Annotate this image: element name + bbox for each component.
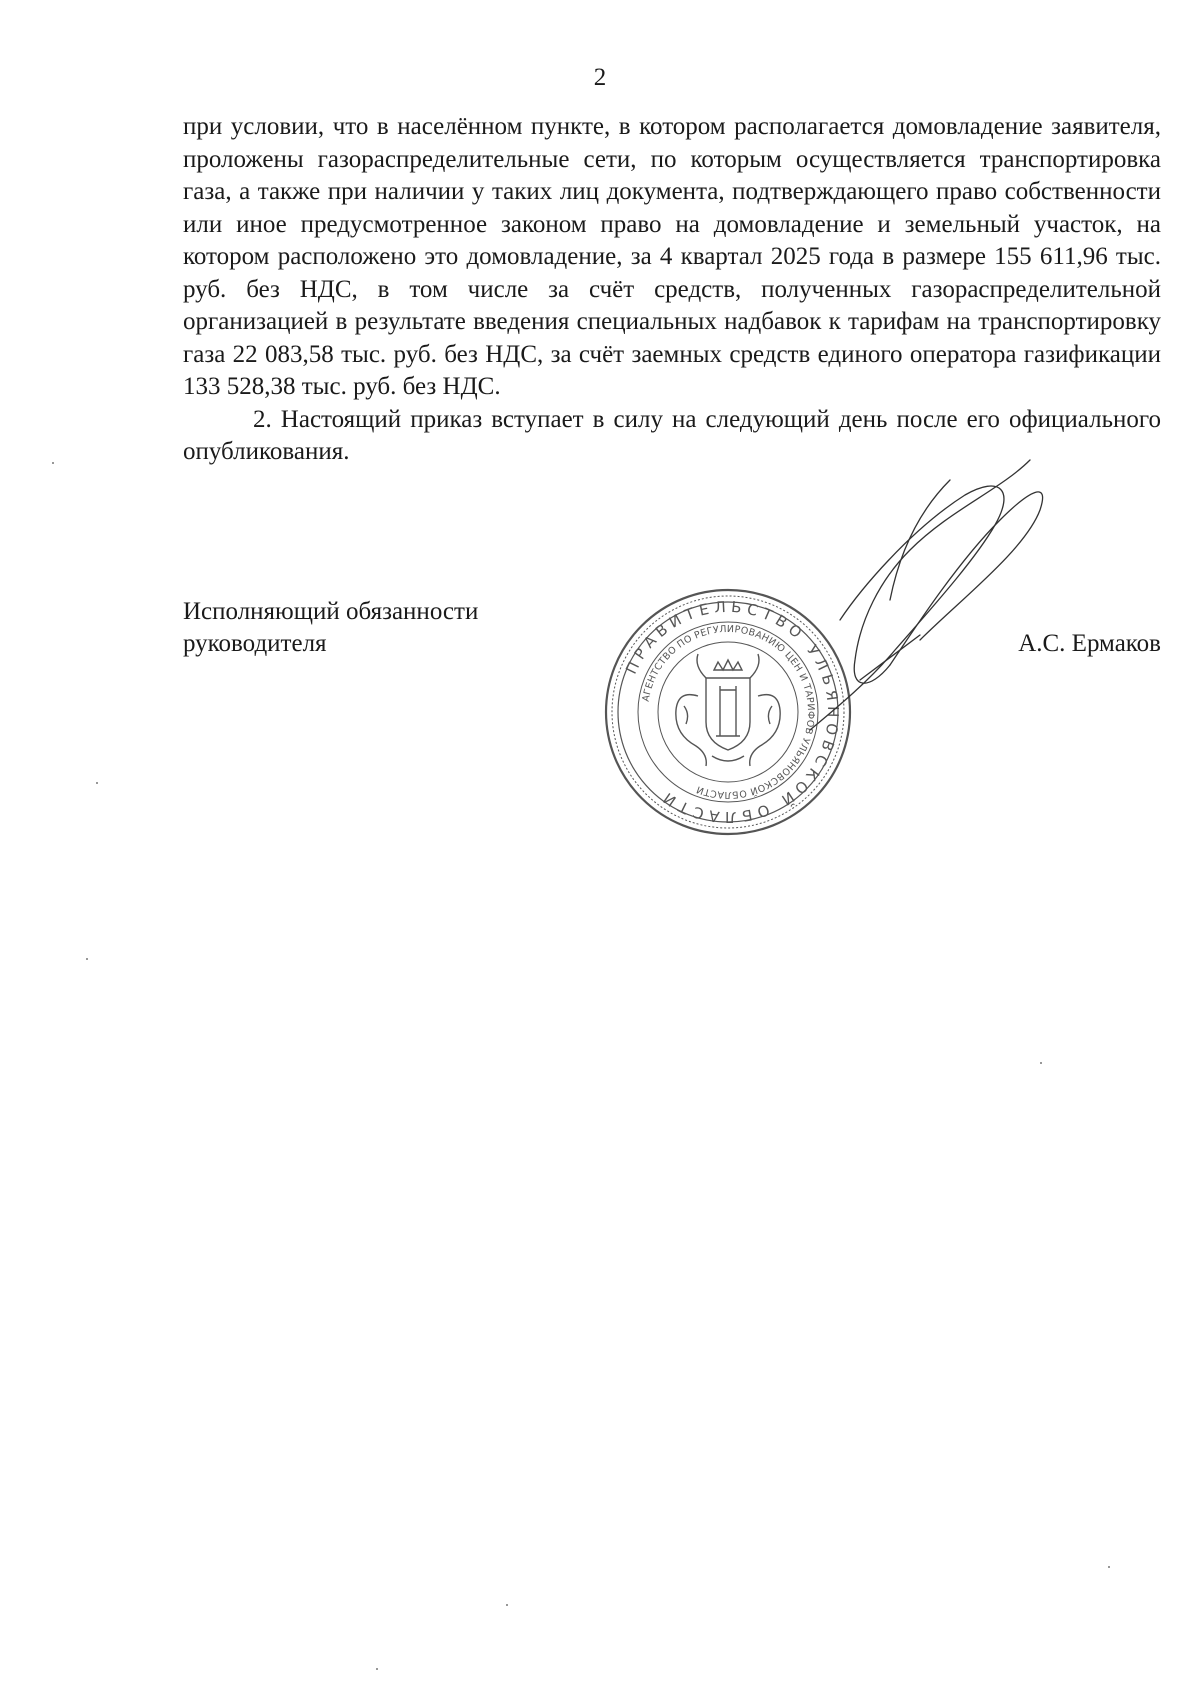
stamp-inner-text: АГЕНТСТВО ПО РЕГУЛИРОВАНИЮ ЦЕН И ТАРИФОВ УЛЬЯНОВСКОЙ ОБЛАСТИ bbox=[640, 623, 817, 801]
signer-position-line-2: руководителя bbox=[183, 630, 327, 657]
scan-speck bbox=[376, 1668, 378, 1670]
signer-position-line-1: Исполняющий обязанности bbox=[183, 598, 479, 625]
scan-speck bbox=[1108, 1566, 1110, 1568]
document-body bbox=[183, 111, 1161, 469]
svg-text:АГЕНТСТВО ПО РЕГУЛИРОВАНИЮ ЦЕН bbox=[641, 624, 816, 800]
paragraph-effective-date: 2. Настоящий приказ вступает в силу на следующий день после его официального опубликования. bbox=[183, 405, 1161, 465]
scan-speck bbox=[96, 782, 98, 784]
scan-speck bbox=[86, 958, 88, 960]
scan-speck bbox=[1040, 1062, 1042, 1064]
handwritten-signature bbox=[800, 440, 1140, 740]
stamp-outer-text: ПРАВИТЕЛЬСТВО УЛЬЯНОВСКОЙ ОБЛАСТИ bbox=[622, 597, 843, 827]
scan-speck bbox=[506, 1604, 508, 1606]
coat-of-arms-icon bbox=[676, 654, 780, 766]
paragraph-conditions: при условии, что в населённом пункте, в котором располагается домовладение заявителя, проложены газораспределительные сети, по которым осуществляется транспортировка газа, а также при наличии у таких лиц документа, подтверждающего право собственности или иное предусмотренное законом право на домовладение и земельный участок, на котором расположено это домовладение, за 4 квартал 2025 года в размере 155 611,96 тыс. руб. без НДС, в том числе за счёт средств, полученных газораспределительной организацией в результате введения специальных надбавок к тарифам на транспортировку газа 22 083,58 тыс. руб. без НДС, за счёт заемных средств единого оператора газификации 133 528,38 тыс. руб. без НДС. bbox=[183, 113, 1161, 400]
signer-position bbox=[183, 596, 523, 660]
scan-speck bbox=[52, 462, 54, 464]
signer-name: А.С. Ермаков bbox=[1018, 630, 1161, 657]
page-number: 2 bbox=[593, 64, 607, 91]
